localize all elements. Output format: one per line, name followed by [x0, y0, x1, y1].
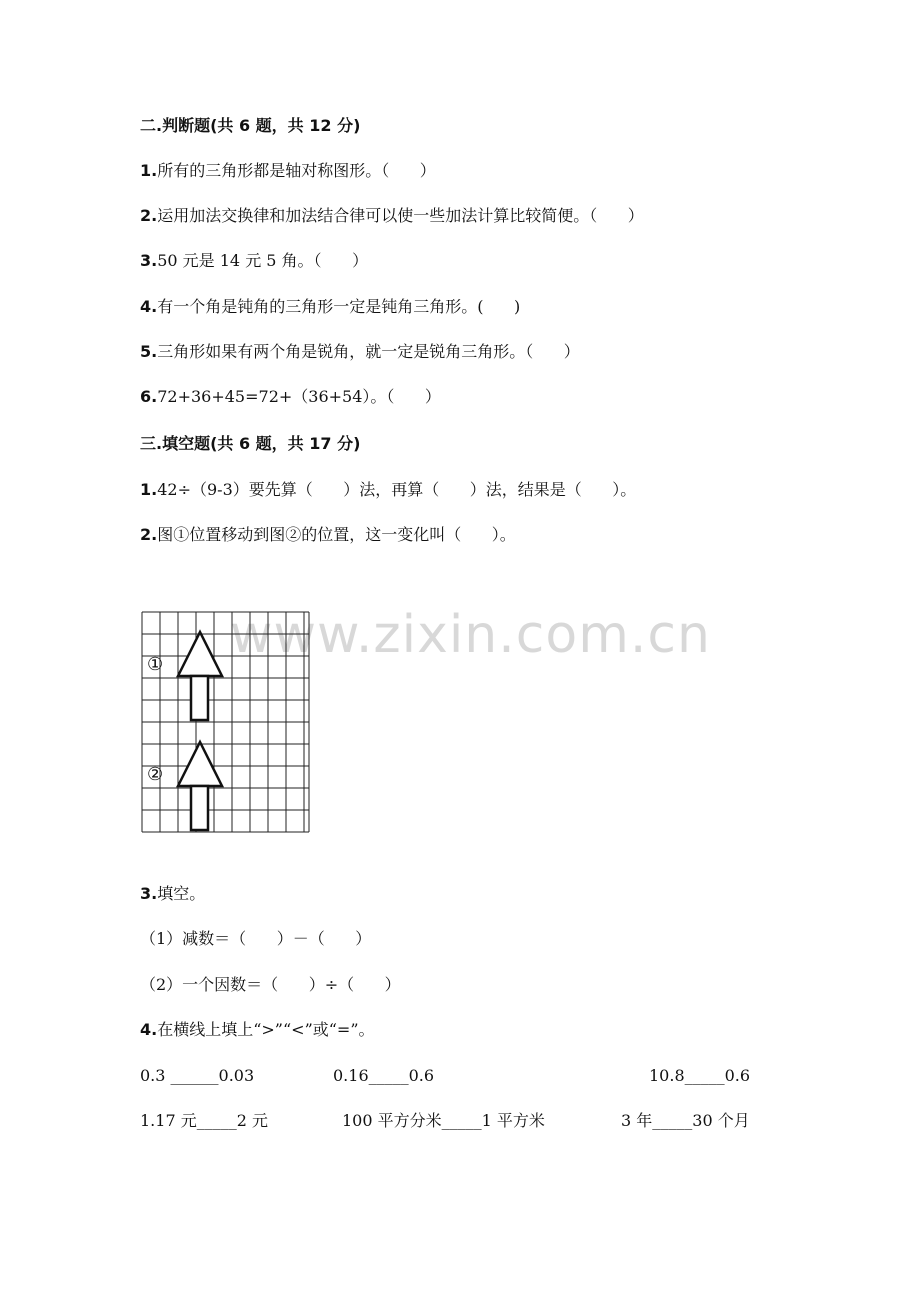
section-heading-judge: 二.判断题(共 6 题，共 12 分) [140, 116, 361, 135]
item-number: 2. [140, 206, 158, 225]
compare-item: 100 平方分米_____1 平方米 [342, 1111, 545, 1130]
fill-question-2 [140, 525, 516, 545]
judge-item-5 [140, 342, 580, 362]
item-number: 1. [140, 480, 158, 499]
compare-item: 3 年_____30 个月 [621, 1111, 750, 1130]
item-text: 有一个角是钝角的三角形一定是钝角三角形。( ) [157, 297, 521, 316]
item-number: 5. [140, 342, 158, 361]
item-text: 所有的三角形都是轴对称图形。（ ） [157, 161, 436, 180]
compare-item: 0.16_____0.6 [333, 1066, 435, 1085]
judge-item-3 [140, 251, 368, 271]
item-number: 1. [140, 161, 158, 180]
judge-item-2 [140, 206, 644, 226]
fill-question-1 [140, 480, 636, 500]
item-text: 50 元是 14 元 5 角。（ ） [157, 251, 369, 270]
judge-item-6 [140, 387, 441, 407]
compare-item: 0.3 ______0.03 [140, 1066, 255, 1085]
fill-question-3 [140, 884, 205, 904]
compare-item: 1.17 元_____2 元 [140, 1111, 268, 1130]
item-text: 运用加法交换律和加法结合律可以使一些加法计算比较简便。（ ） [157, 206, 644, 225]
item-number: 3. [140, 884, 158, 903]
item-text: 在横线上填上“>”“<”或“=”。 [157, 1020, 375, 1039]
item-text: 72+36+45=72+（36+54）。（ ） [157, 387, 441, 406]
item-text: 三角形如果有两个角是锐角，就一定是锐角三角形。（ ） [157, 342, 580, 361]
figure-label-2: ② [147, 764, 164, 785]
item-number: 3. [140, 251, 158, 270]
item-text: 填空。 [157, 884, 206, 903]
section-heading-fill: 三.填空题(共 6 题，共 17 分) [140, 434, 361, 453]
item-text: 42÷（9-3）要先算（ ）法，再算（ ）法，结果是（ ）。 [157, 480, 637, 499]
watermark: www.zixin.com.cn [230, 605, 711, 665]
grid-figure [138, 610, 314, 834]
compare-item: 10.8_____0.6 [649, 1066, 751, 1085]
judge-item-4 [140, 297, 520, 317]
fill-question-4 [140, 1020, 375, 1040]
arrow-shape-2 [178, 742, 222, 830]
item-text: 图①位置移动到图②的位置，这一变化叫（ ）。 [157, 525, 516, 544]
arrow-shape-1 [178, 632, 222, 720]
fill-question-3b: （2）一个因数＝（ ）÷（ ） [140, 975, 401, 994]
grid-lines [142, 612, 309, 832]
fill-question-3a: （1）减数＝（ ）－（ ） [140, 929, 372, 948]
judge-item-1 [140, 161, 436, 181]
figure-label-1: ① [147, 654, 164, 675]
item-number: 4. [140, 1020, 158, 1039]
item-number: 2. [140, 525, 158, 544]
item-number: 6. [140, 387, 158, 406]
item-number: 4. [140, 297, 158, 316]
